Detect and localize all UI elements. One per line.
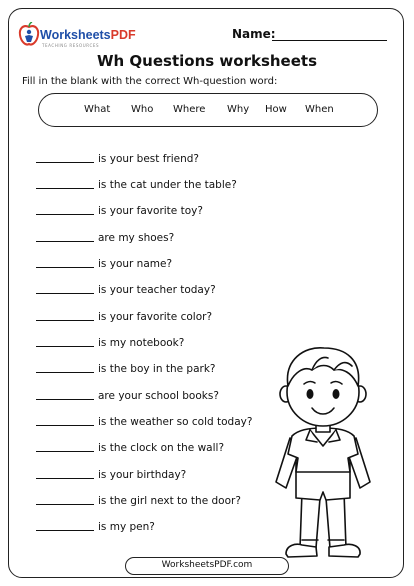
question-row [36,257,172,270]
answer-blank[interactable] [36,152,94,163]
page-title: Wh Questions worksheets [96,52,317,70]
question-text: is your favorite color? [98,311,213,323]
answer-blank[interactable] [36,310,94,321]
word-bank-item: When [305,104,334,115]
answer-blank[interactable] [36,204,94,215]
question-text: are your school books? [98,390,219,402]
question-row [36,468,186,481]
question-text: is my notebook? [98,337,185,349]
question-row [36,283,216,296]
question-text: is the clock on the wall? [98,442,225,454]
word-bank-item: What [84,104,111,115]
question-row [36,389,219,402]
answer-blank[interactable] [36,257,94,268]
question-text: is the cat under the table? [98,179,237,191]
answer-blank[interactable] [36,520,94,531]
question-row [36,204,203,217]
word-bank-item: How [265,104,287,115]
question-row [36,152,199,165]
answer-blank[interactable] [36,283,94,294]
logo-wordmark: WorksheetsPDF [40,28,136,42]
question-row [36,178,237,191]
question-text: is your teacher today? [98,284,216,296]
question-text: are my shoes? [98,232,175,244]
answer-blank[interactable] [36,336,94,347]
answer-blank[interactable] [36,178,94,189]
question-text: is your best friend? [98,153,200,165]
answer-blank[interactable] [36,441,94,452]
answer-blank[interactable] [36,415,94,426]
question-row [36,231,174,244]
word-bank-item: Who [131,104,154,115]
logo-tagline: TEACHING RESOURCES [42,43,100,48]
question-row [36,336,184,349]
question-row [36,310,212,323]
question-text: is the boy in the park? [98,363,216,375]
word-bank-item: Where [173,104,206,115]
footer-text[interactable]: WorksheetsPDF.com [161,560,253,570]
question-row [36,441,224,454]
answer-blank[interactable] [36,231,94,242]
question-row [36,494,241,507]
name-blank-line [272,40,387,41]
boy-illustration [262,342,384,574]
question-row [36,520,155,533]
question-row [36,415,252,428]
question-text: is your name? [98,258,173,270]
answer-blank[interactable] [36,494,94,505]
apple-person-icon [18,22,40,48]
question-row [36,362,215,375]
name-label: Name: [232,27,276,41]
site-logo [18,22,136,56]
question-text: is your favorite toy? [98,205,203,217]
answer-blank[interactable] [36,362,94,373]
answer-blank[interactable] [36,389,94,400]
question-text: is my pen? [98,521,155,533]
answer-blank[interactable] [36,468,94,479]
question-text: is the girl next to the door? [98,495,241,507]
question-text: is the weather so cold today? [98,416,253,428]
word-bank-item: Why [227,104,250,115]
instruction-text: Fill in the blank with the correct Wh-question word: [22,76,278,87]
question-text: is your birthday? [98,469,187,481]
